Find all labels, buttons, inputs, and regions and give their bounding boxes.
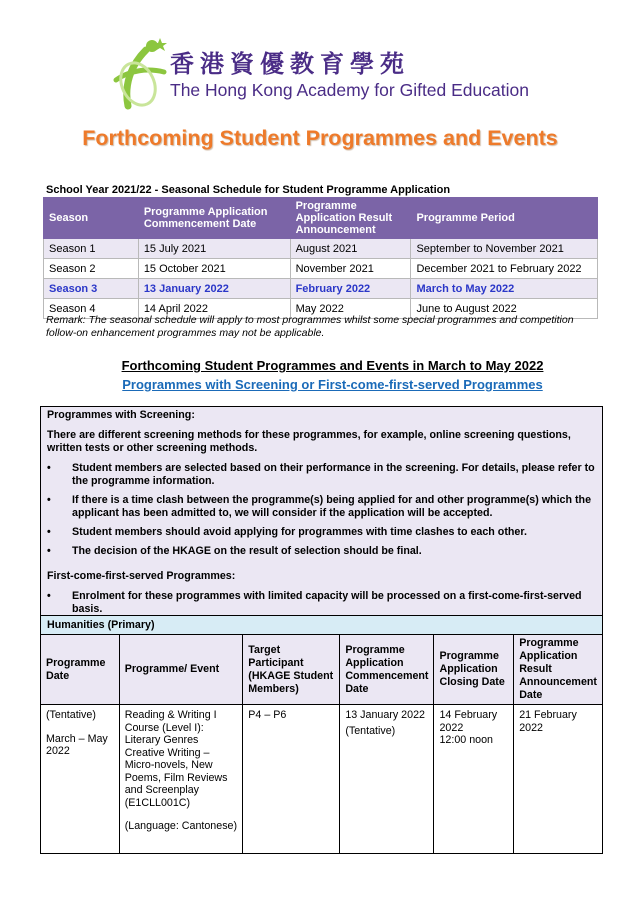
programme-event-cell — [119, 705, 243, 854]
list-item — [47, 494, 596, 520]
table-header-row — [41, 635, 603, 705]
column-header: Programme Application Result Announcement — [290, 198, 411, 239]
event-language: (Language: Cantonese) — [124, 820, 238, 832]
list-item — [47, 590, 596, 616]
screening-info-box — [40, 406, 603, 615]
column-header: Programme Application Commencement Date — [340, 635, 434, 705]
column-header: Programme Application Result Announcement Date — [514, 635, 603, 705]
table-cell: Season 4 — [44, 299, 139, 319]
column-header: Target Participant (HKAGE Student Members) — [243, 635, 340, 705]
screening-intro: There are different screening methods for these programmes, for example, online screening questions, written tests or other screening methods. — [47, 429, 571, 454]
bullet-icon: • — [47, 545, 51, 557]
column-header: Programme Date — [41, 635, 120, 705]
list-item — [47, 526, 596, 539]
schedule-caption: School Year 2021/22 - Seasonal Schedule for Student Programme Application — [46, 184, 451, 196]
list-item — [47, 545, 596, 558]
table-cell: August 2021 — [290, 239, 411, 259]
table-cell: 15 July 2021 — [138, 239, 290, 259]
table-cell: Season 3 — [44, 279, 139, 299]
bullet-icon: • — [47, 462, 51, 474]
column-header: Season — [44, 198, 139, 239]
commencement-cell — [340, 705, 434, 854]
fcfs-title: First-come-first-served Programmes: — [47, 570, 236, 582]
page-title: Forthcoming Student Programmes and Events — [82, 126, 558, 150]
column-header: Programme Application Closing Date — [434, 635, 514, 705]
programme-table — [40, 634, 603, 854]
table-cell: Season 1 — [44, 239, 139, 259]
list-item-text: If there is a time clash between the programme(s) being applied for and other programme(s) which the applicant has been admitted to, we will consider if the application will be accepted. — [72, 494, 592, 519]
list-item-text: Enrolment for these programmes with limited capacity will be processed on a first-come-first-served basis. — [72, 590, 582, 615]
commencement-note: (Tentative) — [345, 724, 396, 737]
column-header: Programme/ Event — [119, 635, 243, 705]
table-header-row — [44, 198, 598, 239]
schedule-remark: Remark: The seasonal schedule will apply to most programmes whilst some special programmes and competition follow-on enhancement programmes may not be applicable. — [46, 314, 574, 339]
column-header: Programme Period — [411, 198, 598, 239]
gifted-figure-logo-icon — [108, 36, 172, 114]
bullet-icon: • — [47, 526, 51, 538]
table-cell: May 2022 — [290, 299, 411, 319]
table-cell: September to November 2021 — [411, 239, 598, 259]
list-item — [47, 462, 596, 488]
org-name-en: The Hong Kong Academy for Gifted Education — [170, 80, 529, 100]
event-title: Reading & Writing I Course (Level I): Literary Genres Creative Writing – Micro-novels, New Poems, Film Reviews and Screenplay (E1CLL001C) — [124, 709, 228, 809]
programme-date: March – May 2022 — [46, 732, 108, 757]
screening-title: Programmes with Screening: — [47, 409, 195, 421]
section-subheading-link[interactable]: Programmes with Screening or First-come-first-served Programmes — [122, 377, 543, 392]
table-cell: 15 October 2021 — [138, 259, 290, 279]
table-cell: December 2021 to February 2022 — [411, 259, 598, 279]
table-row — [44, 259, 598, 279]
table-row — [41, 705, 603, 854]
list-item-text: The decision of the HKAGE on the result of selection should be final. — [72, 545, 422, 557]
table-cell: Season 2 — [44, 259, 139, 279]
section-heading: Forthcoming Student Programmes and Events in March to May 2022 — [121, 358, 544, 373]
list-item-text: Student members should avoid applying for programmes with time clashes to each other. — [72, 526, 527, 538]
bullet-icon: • — [47, 494, 51, 506]
category-header: Humanities (Primary) — [40, 615, 603, 635]
bullet-icon: • — [47, 590, 51, 602]
hkage-logo — [108, 36, 548, 116]
closing-date-cell — [434, 705, 514, 854]
table-cell: November 2021 — [290, 259, 411, 279]
seasonal-schedule-table — [43, 197, 598, 319]
closing-time: 12:00 noon — [439, 734, 493, 746]
table-row-current-season — [44, 279, 598, 299]
list-item-text: Student members are selected based on their performance in the screening. For details, please refer to the programme information. — [72, 462, 595, 487]
table-row — [44, 239, 598, 259]
org-name-zh: 香港資優教育學苑 — [170, 49, 410, 78]
table-cell: 13 January 2022 — [138, 279, 290, 299]
table-cell: February 2022 — [290, 279, 411, 299]
column-header: Programme Application Commencement Date — [138, 198, 290, 239]
fcfs-bullet-list — [47, 590, 596, 616]
table-cell: June to August 2022 — [411, 299, 598, 319]
closing-date: 14 February 2022 — [439, 709, 498, 734]
table-cell: March to May 2022 — [411, 279, 598, 299]
programme-date-cell — [41, 705, 120, 854]
date-note: (Tentative) — [46, 709, 96, 721]
table-cell: 14 April 2022 — [138, 299, 290, 319]
screening-bullet-list — [47, 462, 596, 558]
announcement-date-cell: 21 February 2022 — [514, 705, 603, 854]
target-participant-cell: P4 – P6 — [243, 705, 340, 854]
commencement-date: 13 January 2022 — [345, 709, 425, 721]
